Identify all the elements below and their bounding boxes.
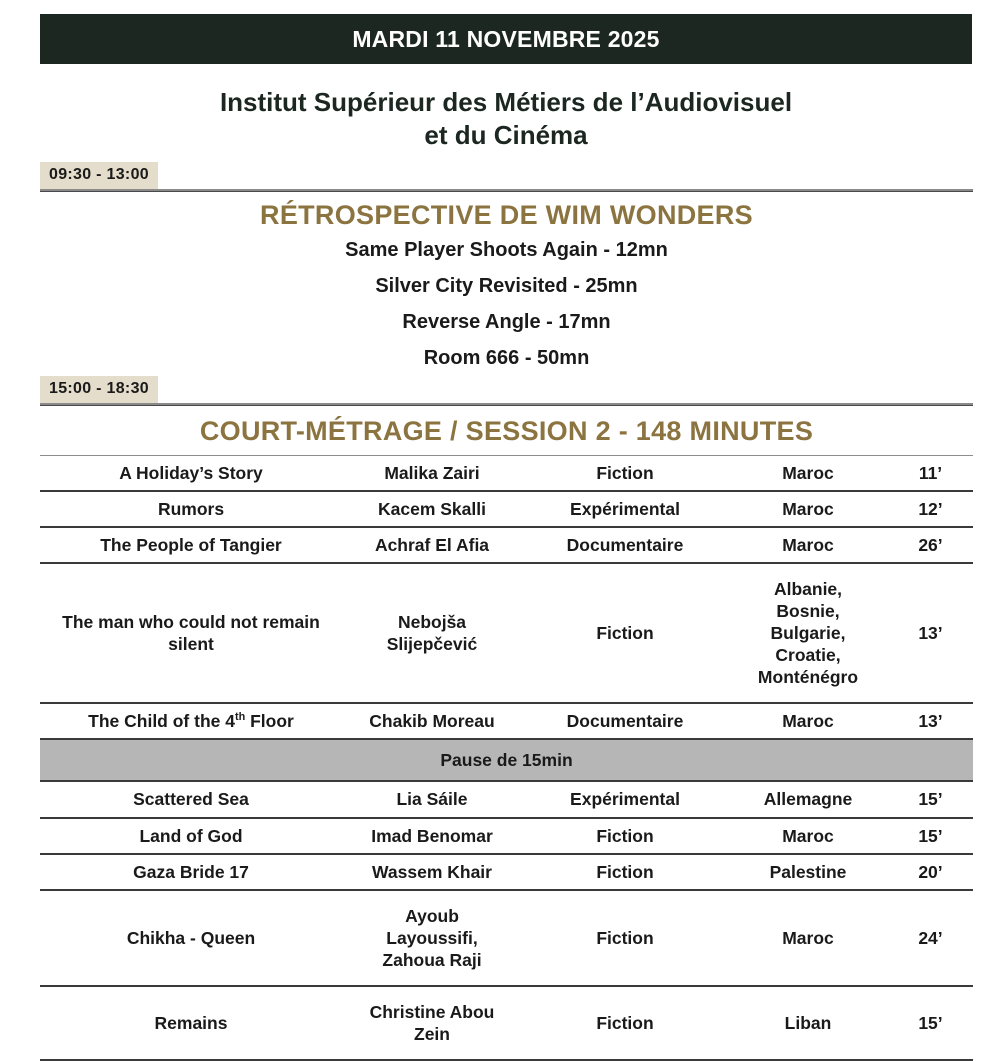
date-title: MARDI 11 NOVEMBRE 2025: [352, 25, 660, 52]
film-title: Rumors: [157, 499, 225, 520]
film-duration: 15’: [918, 825, 943, 846]
film-genre: Expérimental: [570, 789, 680, 810]
session-2-rule: [40, 403, 973, 406]
film-title-text: The Child of the 4: [88, 711, 235, 732]
venue-title-line-2: et du Cinéma: [424, 120, 588, 151]
film-country: Maroc: [782, 463, 834, 483]
session-1-time-block: [40, 162, 973, 192]
film-genre: Fiction: [596, 861, 654, 882]
session-2-time-badge: 15:00 - 18:30: [40, 376, 158, 403]
film-duration: 20’: [918, 861, 943, 882]
film-genre: Documentaire: [566, 535, 684, 556]
date-header-bar: [40, 14, 972, 64]
film-title: The People of Tangier: [100, 535, 282, 556]
table-row: [40, 456, 973, 492]
table-row: [40, 986, 973, 1060]
retrospective-film-list: [40, 240, 973, 384]
list-item: Room 666 - 50mn: [423, 347, 590, 369]
film-country: Albanie, Bosnie, Bulgarie, Croatie, Monténégro: [757, 579, 859, 688]
film-country: Maroc: [782, 927, 834, 948]
film-title: Chikha - Queen: [126, 927, 256, 948]
ordinal-suffix: th: [234, 711, 246, 724]
film-genre: Expérimental: [570, 499, 680, 520]
film-director: Achraf El Afia: [374, 535, 490, 556]
film-genre: Documentaire: [566, 711, 684, 732]
film-director: Chakib Moreau: [369, 711, 495, 732]
list-item: Same Player Shoots Again - 12mn: [345, 239, 668, 261]
film-title: The man who could not remain silent: [62, 612, 320, 655]
film-title: Gaza Bride 17: [133, 861, 249, 882]
film-director: Imad Benomar: [371, 825, 493, 846]
film-title: Scattered Sea: [133, 789, 249, 810]
film-director: Wassem Khair: [372, 861, 492, 882]
film-genre: Fiction: [596, 463, 654, 483]
list-item: Silver City Revisited - 25mn: [375, 275, 638, 297]
film-duration: 26’: [918, 535, 943, 556]
film-director: Malika Zairi: [384, 463, 480, 483]
session-1-heading: RÉTROSPECTIVE DE WIM WONDERS: [260, 200, 753, 230]
table-row: [40, 703, 973, 739]
film-duration: 13’: [918, 623, 943, 644]
film-duration: 12’: [918, 499, 943, 520]
table-row: [40, 781, 973, 817]
table-row-pause: [40, 739, 973, 781]
film-director: Ayoub Layoussifi, Zahoua Raji: [382, 905, 482, 970]
session-1-time-badge: 09:30 - 13:00: [40, 162, 158, 189]
session-2-time-block: [40, 376, 973, 406]
film-duration: 15’: [918, 789, 943, 810]
table-row: [40, 890, 973, 986]
film-title: Land of God: [139, 825, 243, 846]
program-table-body: [40, 456, 973, 1060]
film-director: Kacem Skalli: [378, 499, 486, 520]
table-row: [40, 563, 973, 703]
table-row: [40, 818, 973, 854]
film-genre: Fiction: [596, 623, 654, 644]
film-director: Lia Sáile: [396, 789, 468, 810]
film-genre: Fiction: [596, 1012, 654, 1033]
film-director: Christine Abou Zein: [369, 1001, 495, 1044]
table-row: [40, 854, 973, 890]
list-item: Reverse Angle - 17mn: [402, 311, 611, 333]
venue-title-line-1: Institut Supérieur des Métiers de l’Audiovisuel: [219, 87, 793, 117]
film-genre: Fiction: [596, 825, 654, 846]
film-duration: 11’: [918, 463, 943, 483]
film-duration: 15’: [918, 1012, 943, 1033]
table-row: [40, 527, 973, 563]
film-country: Maroc: [782, 535, 834, 556]
film-country: Allemagne: [763, 789, 853, 810]
film-country: Maroc: [782, 825, 834, 846]
film-genre: Fiction: [596, 927, 654, 948]
film-duration: 13’: [918, 711, 943, 732]
venue-title: [40, 86, 972, 153]
film-title-text-suffix: Floor: [245, 711, 294, 732]
pause-label: Pause de 15min: [440, 750, 573, 771]
film-country: Liban: [784, 1012, 832, 1033]
film-country: Maroc: [782, 711, 834, 732]
film-country: Palestine: [769, 861, 847, 882]
film-title: Remains: [154, 1012, 228, 1033]
table-row: [40, 491, 973, 527]
session-2-heading: COURT-MÉTRAGE / SESSION 2 - 148 MINUTES: [199, 416, 814, 446]
program-table: [40, 455, 973, 1061]
film-country: Maroc: [782, 499, 834, 520]
film-title: A Holiday’s Story: [119, 463, 263, 483]
film-duration: 24’: [918, 927, 943, 948]
film-director: Nebojša Slijepčević: [386, 612, 478, 655]
film-title: [40, 703, 342, 739]
session-1-rule: [40, 189, 973, 192]
